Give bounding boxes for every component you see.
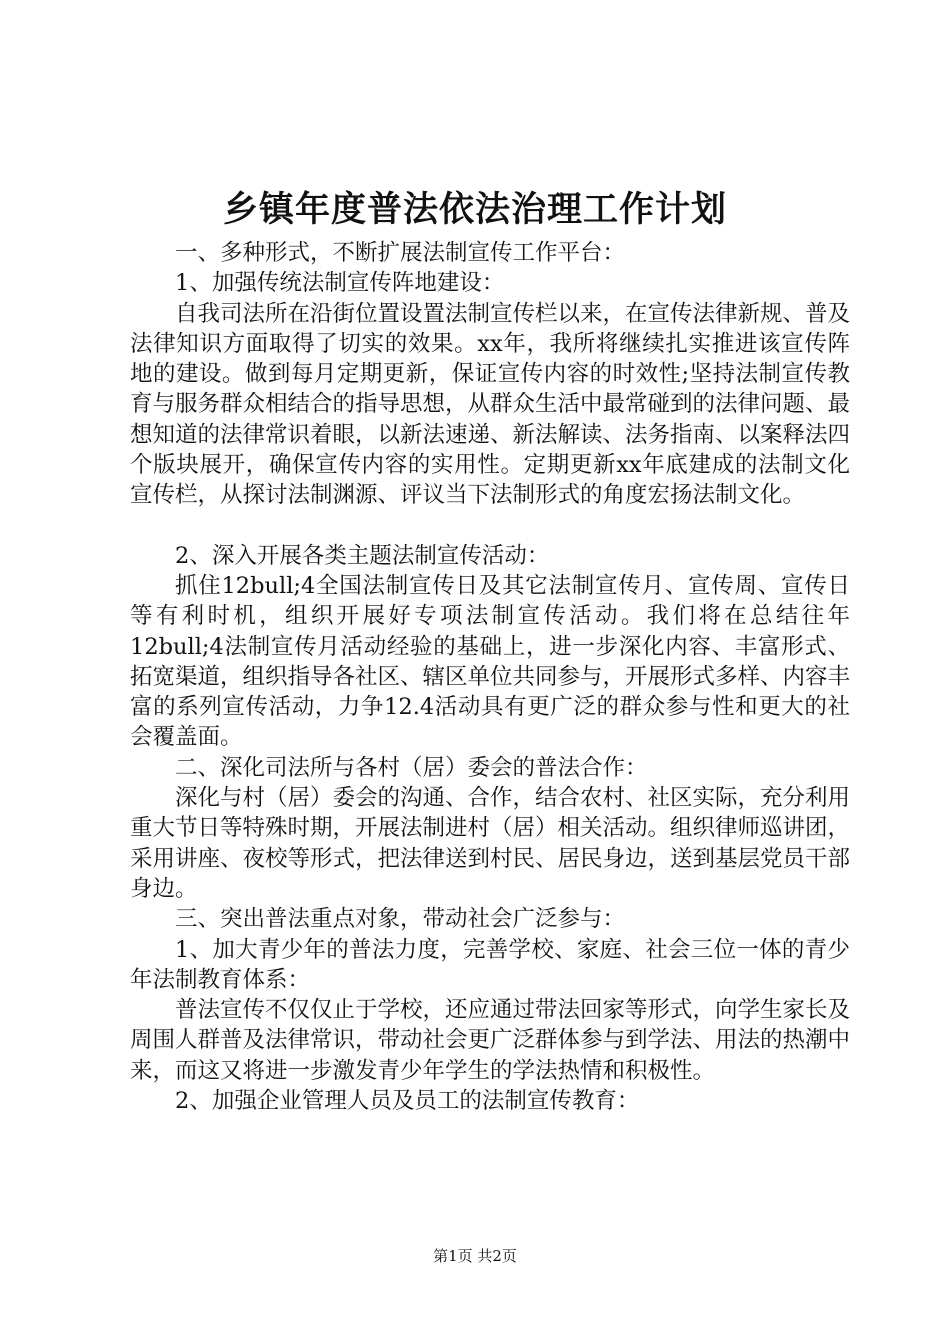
page-footer: 第1页 共2页 (433, 1247, 517, 1265)
document-title: 乡镇年度普法依法治理工作计划 (222, 189, 727, 230)
document-body (130, 238, 850, 1116)
section-heading-2: 二、深化司法所与各村（居）委会的普法合作： (175, 754, 648, 781)
paragraph-3-1: 普法宣传不仅仅止于学校，还应通过带法回家等形式，向学生家长及周围人群普及法律常识，带动社会更广泛群体参与到学法、用法的热潮中来，而这又将进一步激发青少年学生的学法热情和积极性。 (130, 997, 851, 1084)
section-heading-3: 三、突出普法重点对象，带动社会广泛参与： (175, 906, 626, 933)
subheading-1-2: 2、深入开展各类主题法制宣传活动： (175, 542, 550, 569)
subheading-3-1: 1、加大青少年的普法力度，完善学校、家庭、社会三位一体的青少年法制教育体系： (130, 936, 850, 993)
section-heading-1: 一、多种形式，不断扩展法制宣传工作平台： (175, 240, 626, 266)
paragraph-1-2: 抓住12bull;4全国法制宣传日及其它法制宣传月、宣传周、宣传日等有利时机，组织开展好专项法制宣传活动。我们将在总结往年12bull;4法制宣传月活动经验的基础上，进一步深化内容、丰富形式、拓宽渠道，组织指导各社区、辖区单位共同参与，开展形式多样、内容丰富的系列宣传活动，力争12.4活动具有更广泛的群众参与性和更大的社会覆盖面。 (130, 572, 851, 751)
paragraph-1-1: 自我司法所在沿街位置设置法制宣传栏以来，在宣传法律新规、普及法律知识方面取得了切实的效果。xx年，我所将继续扎实推进该宣传阵地的建设。做到每月定期更新，保证宣传内容的时效性;坚持法制宣传教育与服务群众相结合的指导思想，从群众生活中最常碰到的法律问题、最想知道的法律常识着眼，以新法速递、新法解读、法务指南、以案释法四个版块展开，确保宣传内容的实用性。定期更新xx年底建成的法制文化宣传栏，从探讨法制渊源、评议当下法制形式的角度宏扬法制文化。 (130, 300, 851, 509)
subheading-3-2: 2、加强企业管理人员及员工的法制宣传教育： (175, 1088, 640, 1115)
subheading-1-1: 1、加强传统法制宣传阵地建设： (175, 270, 505, 297)
paragraph-2: 深化与村（居）委会的沟通、合作，结合农村、社区实际，充分利用重大节日等特殊时期，开展法制进村（居）相关活动。组织律师巡讲团，采用讲座、夜校等形式，把法律送到村民、居民身边，送到基层党员干部身边。 (130, 785, 851, 902)
